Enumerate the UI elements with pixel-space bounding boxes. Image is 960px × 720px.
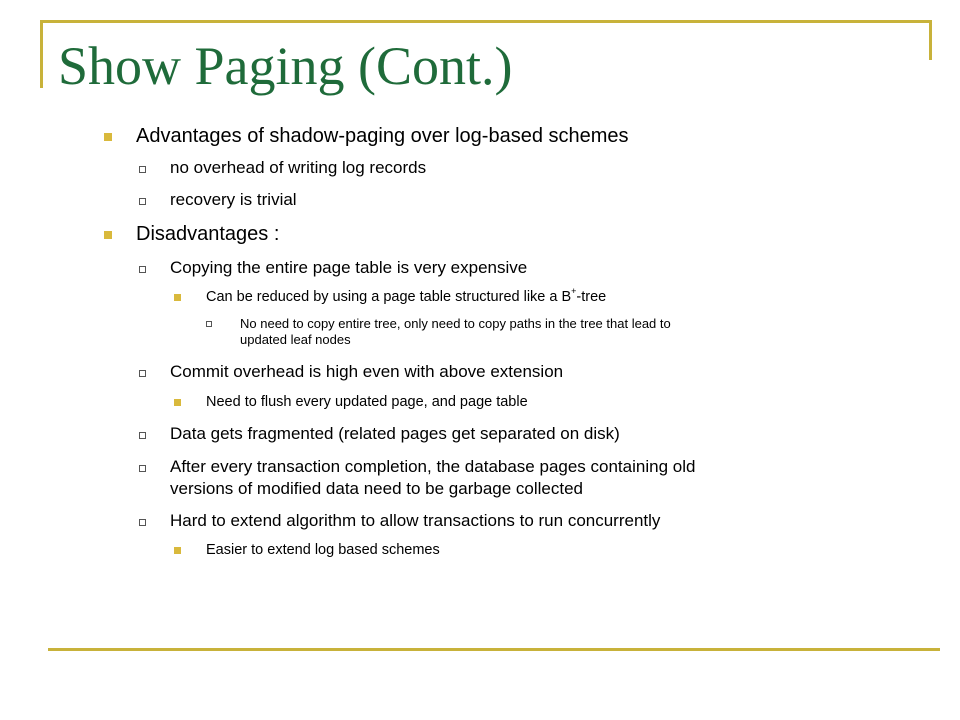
- bullet-copy-paths: [240, 316, 671, 348]
- slide-title: Show Paging (Cont.): [58, 36, 513, 96]
- square-bullet-icon: [104, 231, 112, 239]
- bullet-no-overhead: [170, 157, 426, 179]
- bullet-recovery-trivial: [170, 189, 297, 211]
- square-bullet-icon: [174, 294, 181, 301]
- bullet-text-line-1: After every transaction completion, the database pages containing old: [170, 457, 696, 476]
- bullet-text: Need to flush every updated page, and page table: [206, 394, 528, 410]
- hollow-square-bullet-icon: [206, 321, 212, 327]
- bullet-text-line-1: No need to copy entire tree, only need to copy paths in the tree that lead to: [240, 316, 671, 331]
- bullet-log-based-easier: [206, 541, 440, 559]
- bullet-text: Data gets fragmented (related pages get separated on disk): [170, 424, 620, 443]
- bullet-concurrency: [170, 510, 660, 532]
- square-bullet-icon: [104, 133, 112, 141]
- superscript-plus: +: [571, 286, 577, 296]
- bullet-text-line-2: updated leaf nodes: [240, 332, 351, 347]
- bullet-advantages: [136, 124, 629, 148]
- bullet-btree-reduction: [206, 288, 606, 306]
- hollow-square-bullet-icon: [139, 370, 146, 377]
- bullet-text: no overhead of writing log records: [170, 158, 427, 177]
- hollow-square-bullet-icon: [139, 465, 146, 472]
- bullet-disadvantages: [136, 222, 279, 246]
- bullet-garbage-collection: [170, 456, 695, 500]
- bullet-copying-page-table: [170, 257, 527, 279]
- square-bullet-icon: [174, 547, 181, 554]
- square-bullet-icon: [174, 399, 181, 406]
- bullet-text: Advantages of shadow-paging over log-based schemes: [136, 125, 629, 147]
- hollow-square-bullet-icon: [139, 266, 146, 273]
- bullet-text: Copying the entire page table is very expensive: [170, 258, 528, 277]
- bullet-text: Disadvantages :: [136, 223, 280, 245]
- bullet-text: Can be reduced by using a page table structured like a B+-tree: [206, 286, 607, 305]
- bullet-text: recovery is trivial: [170, 190, 297, 209]
- bullet-text: Easier to extend log based schemes: [206, 542, 440, 558]
- hollow-square-bullet-icon: [139, 519, 146, 526]
- hollow-square-bullet-icon: [139, 166, 146, 173]
- bullet-text: Commit overhead is high even with above extension: [170, 362, 564, 381]
- bullet-commit-overhead: [170, 361, 563, 383]
- bullet-text-line-2: versions of modified data need to be garbage collected: [170, 479, 583, 498]
- bullet-flush-pages: [206, 393, 528, 411]
- hollow-square-bullet-icon: [139, 432, 146, 439]
- hollow-square-bullet-icon: [139, 198, 146, 205]
- bullet-fragmented: [170, 423, 620, 445]
- bullet-text: Hard to extend algorithm to allow transactions to run concurrently: [170, 511, 661, 530]
